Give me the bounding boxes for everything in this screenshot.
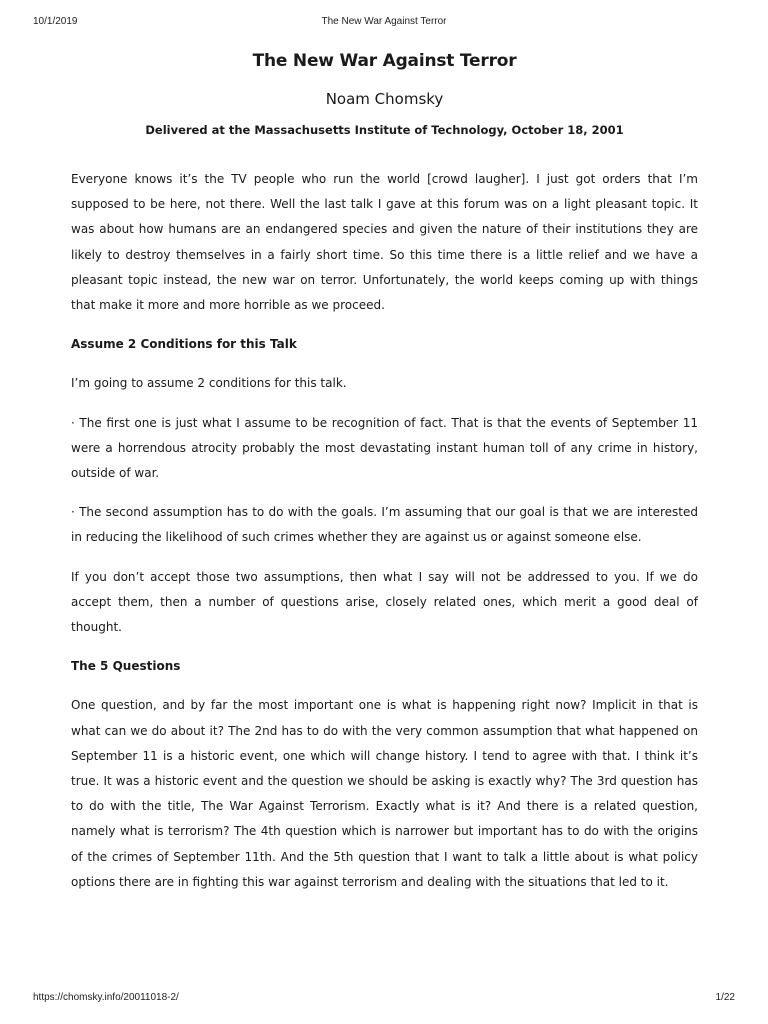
paragraph: I’m going to assume 2 conditions for this talk. (71, 376, 347, 391)
paragraph: · The first one is just what I assume to be recognition of fact. That is that the events of September 11 were a horrendous atrocity probably the most devastating instant human toll of any crime in history, outside of war. (71, 415, 698, 481)
print-url: https://chomsky.info/20011018-2/ (33, 992, 179, 1003)
print-date: 10/1/2019 (33, 16, 78, 27)
intro-paragraph: Everyone knows it’s the TV people who run the world [crowd laugher]. I just got orders that I’m supposed to be here, not there. Well the last talk I gave at this forum was on a light pleasant topic. It was about how humans are an endangered species and given the nature of their institutions they are likely to destroy themselves in a fairly short time. So this time there is a little relief and we have a pleasant topic instead, the new war on terror. Unfortunately, the world keeps coming up with things that make it more and more horrible as we proceed. (71, 172, 698, 313)
article-body (71, 167, 698, 895)
article-author: Noam Chomsky (325, 90, 444, 108)
page-number: 1/22 (715, 992, 735, 1003)
print-header (33, 16, 735, 30)
paragraph: If you don’t accept those two assumptions, then what I say will not be addressed to you. If we do accept them, then a number of questions arise, closely related ones, which merit a good deal of thought. (71, 569, 698, 635)
print-page-title: The New War Against Terror (321, 16, 447, 27)
section-heading-conditions: Assume 2 Conditions for this Talk (71, 337, 297, 352)
article (71, 44, 698, 909)
article-venue: Delivered at the Massachusetts Institute of Technology, October 18, 2001 (145, 123, 624, 137)
paragraph: · The second assumption has to do with the goals. I’m assuming that our goal is that we are interested in reducing the likelihood of such crimes whether they are against us or against someone else. (71, 505, 698, 545)
paragraph: One question, and by far the most important one is what is happening right now? Implicit in that is what can we do about it? The 2nd has to do with the very common assumption that what happened on September 11 is a historic event, one which will change history. I tend to agree with that. I think it’s true. It was a historic event and the question we should be asking is exactly why? The 3rd question has to do with the title, The War Against Terrorism. Exactly what is it? And there is a related question, namely what is terrorism? The 4th question which is narrower but important has to do with the origins of the crimes of September 11th. And the 5th question that I want to talk a little about is what policy options there are in fighting this war against terrorism and dealing with the situations that led to it. (71, 698, 698, 889)
article-title: The New War Against Terror (252, 51, 517, 71)
section-heading-questions: The 5 Questions (71, 659, 181, 674)
print-footer (33, 992, 735, 1006)
